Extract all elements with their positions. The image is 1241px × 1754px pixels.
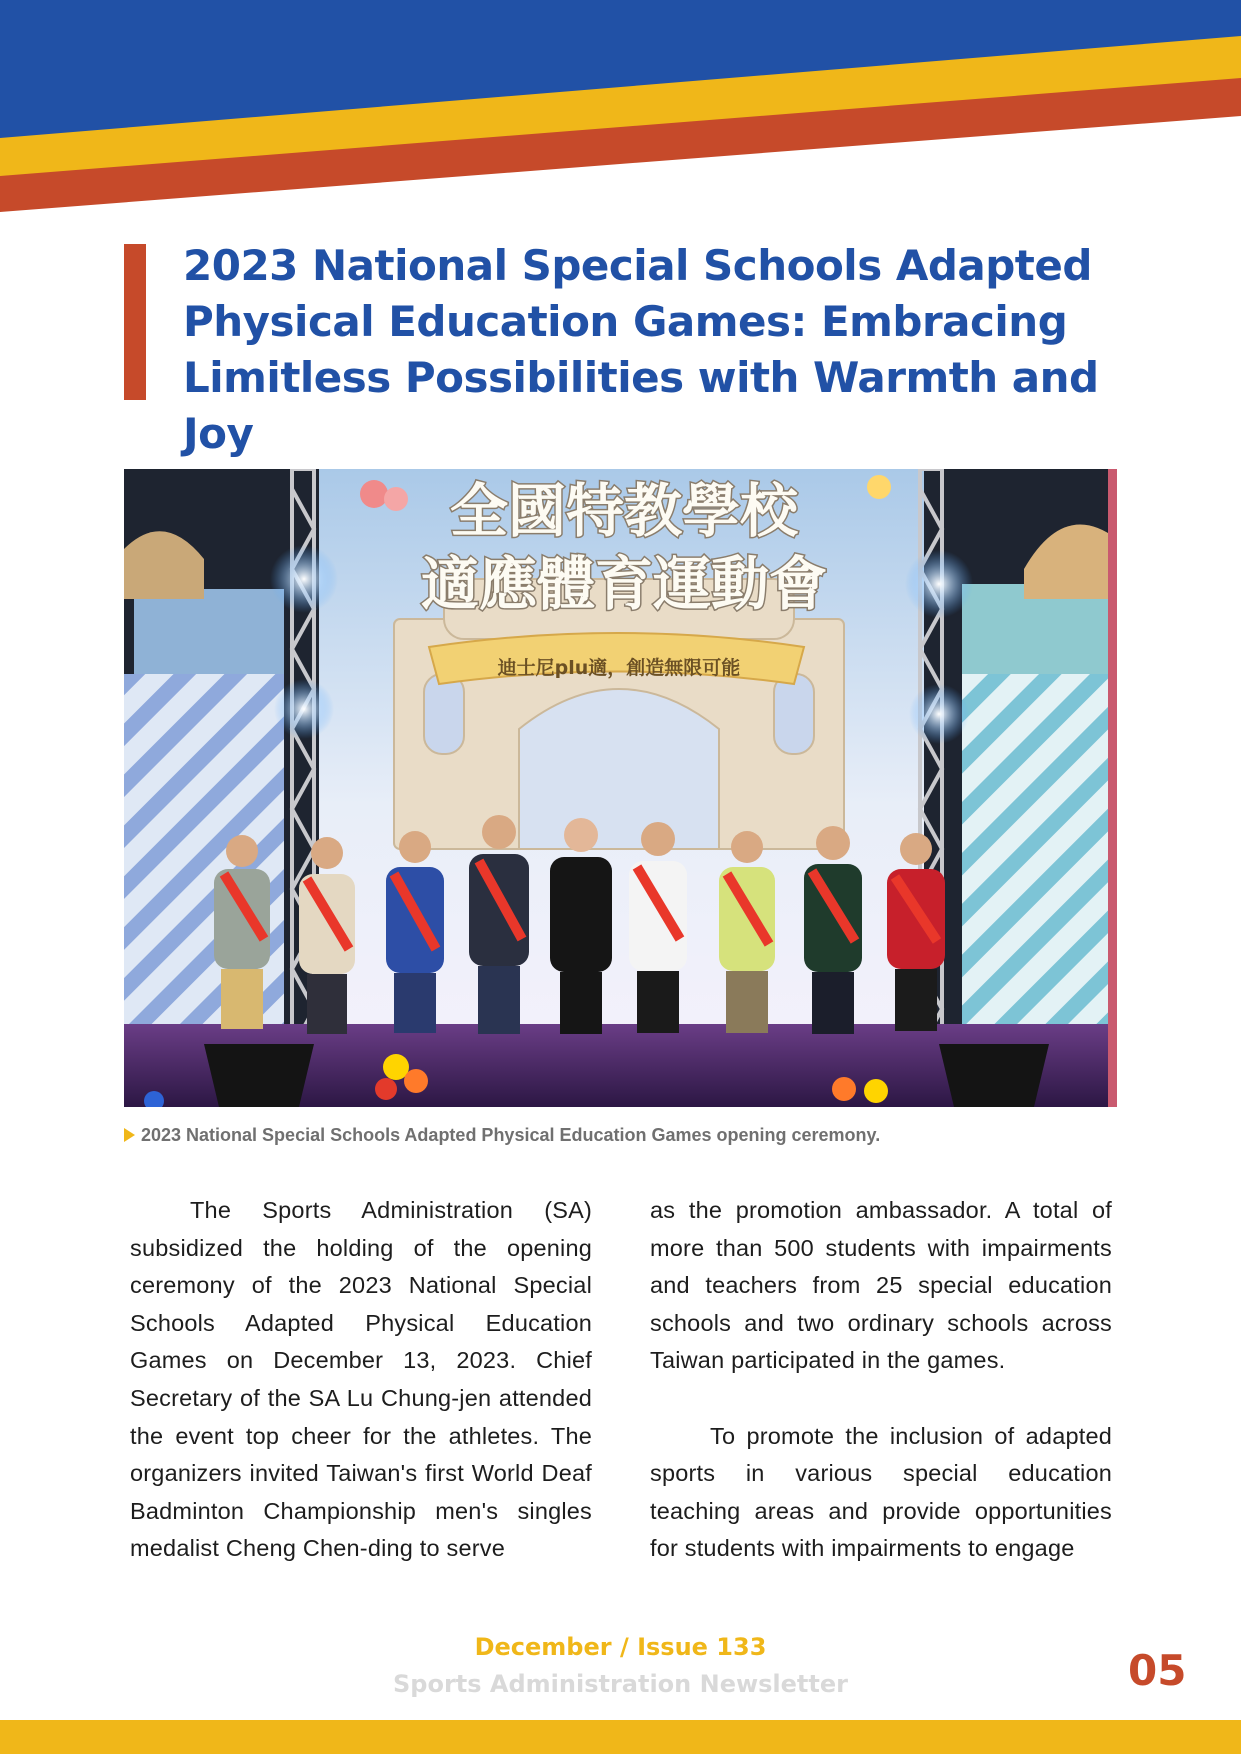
header-banner (0, 0, 1241, 215)
photo-caption (124, 1124, 1124, 1146)
caption-arrow-icon (124, 1128, 135, 1142)
ceremony-photo (124, 469, 1117, 1107)
banner-title-line2: 適應體育運動會 (420, 550, 828, 618)
footer-bar (0, 1720, 1241, 1754)
castle-illustration (394, 579, 844, 849)
caption-text: 2023 National Special Schools Adapted Physical Education Games opening ceremony. (141, 1125, 881, 1145)
banner-ribbon-text: 迪士尼plu適，創造無限可能 (497, 657, 741, 679)
article-title: 2023 National Special Schools Adapted Physical Education Games: Embracing Limitless Possibilities with Warmth and Joy (183, 241, 1099, 458)
body-paragraph: as the promotion ambassador. A total of more than 500 students with impairments and teachers from 25 special education schools and two ordinary schools across Taiwan participated in the games. (650, 1197, 1112, 1374)
body-paragraph: The Sports Administration (SA) subsidized the holding of the opening ceremony of the 2023 National Special Schools Adapted Physical Education Games on December 13, 2023. Chief Secretary of the SA Lu Chung-jen attended the event top cheer for the athletes. The organizers invited Taiwan's first World Deaf Badminton Championship men's singles medalist Cheng Chen-ding to serve (130, 1197, 592, 1562)
body-column-left (130, 1192, 592, 1568)
footer-issue: December / Issue 133 (474, 1633, 767, 1661)
footer-newsletter: Sports Administration Newsletter (392, 1670, 848, 1698)
body-column-right (650, 1192, 1112, 1568)
title-accent-bar (124, 244, 146, 400)
banner-title-line1: 全國特教學校 (449, 477, 799, 545)
body-paragraph: To promote the inclusion of adapted sports in various special education teaching areas and provide opportunities for students with impairments to engage (650, 1422, 1112, 1562)
people-group (214, 815, 945, 1034)
page-number: 05 (1128, 1646, 1187, 1695)
